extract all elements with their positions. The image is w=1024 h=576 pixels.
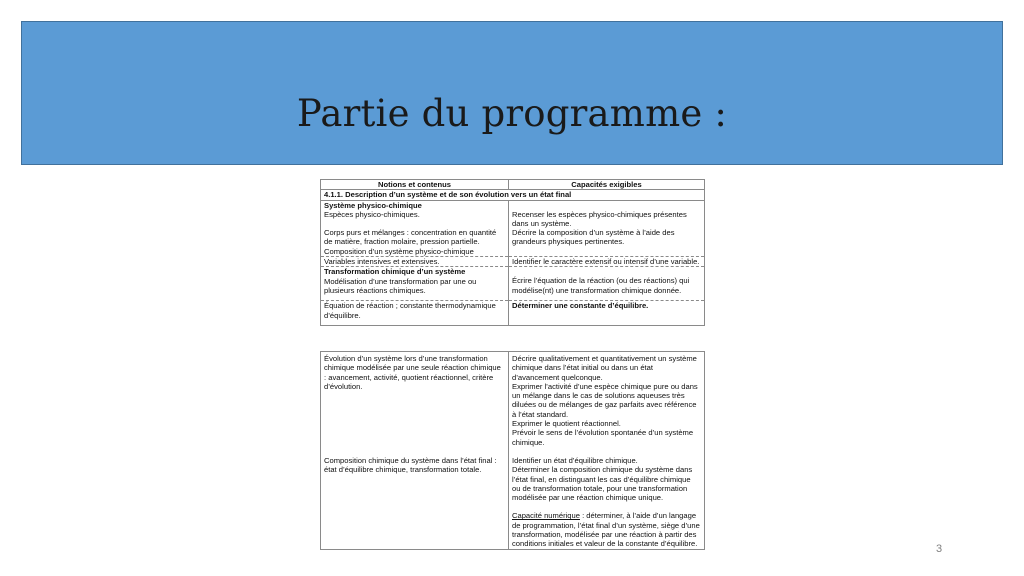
capacites-cell [509,352,705,447]
capacite-text: Déterminer une constante d’équilibre. [512,301,649,311]
notion-text: Évolution d’un système lors d’une transformation chimique modélisée par une seule réaction chimique : avancement, activité, quotient réactionnel, critère d’évolution. [324,354,501,391]
capacite-text: Décrire qualitativement et quantitativement un système chimique dans l’état initial ou dans un état d’avancement quelconque. [512,354,697,382]
notion-text: Composition d’un système physico-chimique [324,246,474,256]
capacite-text [512,511,701,548]
header-notions: Notions et contenus [321,180,509,190]
section-title: 4.1.1. Description d’un système et de son évolution vers un état final [321,190,705,200]
table-row [321,447,705,549]
notion-text: Espèces physico-chimiques. [324,209,420,219]
table-row [321,200,705,256]
notion-text: Équation de réaction ; constante thermodynamique d’équilibre. [324,301,496,320]
notions-cell: Variables intensives et extensives. [321,257,509,267]
capacite-text: Écrire l’équation de la réaction (ou des réactions) qui modélise(nt) une transformation chimique donnée. [512,276,690,295]
capacite-text: Prévoir le sens de l’évolution spontanée d’un système chimique. [512,428,694,447]
notions-cell [321,352,509,447]
table-row [321,301,705,326]
header-capacites: Capacités exigibles [509,180,705,190]
capacite-text: Décrire la composition d’un système à l’aide des grandeurs physiques pertinentes. [512,228,675,247]
capacites-cell: Identifier le caractère extensif ou intensif d’une variable. [509,257,705,267]
notion-text: Corps purs et mélanges : concentration en quantité de matière, fraction molaire, pression partielle. [324,228,497,247]
notion-text: Modélisation d’une transformation par une ou plusieurs réactions chimiques. [324,276,477,295]
capacite-text: Recenser les espèces physico-chimiques présentes dans un système. [512,209,687,228]
notions-cell [321,200,509,256]
table-row [321,267,705,301]
capacites-cell [509,447,705,549]
table-row [321,352,705,447]
row-heading: Système physico-chimique [324,200,422,210]
slide-title: Partie du programme : [296,92,728,135]
capacites-cell [509,200,705,256]
capacite-text: Identifier un état d’équilibre chimique. [512,455,638,465]
capacite-numerique-label: Capacité numérique [512,511,580,521]
notions-cell [321,301,509,326]
capacite-text: Exprimer le quotient réactionnel. [512,419,621,429]
capacite-text: Exprimer l’activité d’une espèce chimique pure ou dans un mélange dans le cas de solutions aqueuses très diluées ou de mélanges de gaz parfaits avec référence à l’état standard. [512,381,698,419]
program-table-2 [320,351,705,550]
capacite-numerique-text: : déterminer, à l’aide d’un langage de programmation, l’état final d’un système, siège d’une transformation, modélisée par une réaction à partir des conditions initiales et valeur de la constante d’équilibre. [512,511,700,549]
notions-cell [321,447,509,549]
page-number: 3 [936,543,943,555]
capacites-cell [509,301,705,326]
capacites-cell [509,267,705,301]
title-banner [21,21,1003,165]
row-heading: Transformation chimique d’un système [324,267,466,277]
notion-text: Composition chimique du système dans l’état final : état d’équilibre chimique, transformation totale. [324,455,497,475]
table-row [321,257,705,267]
program-table-1 [320,179,705,326]
table-header-row [321,180,705,190]
capacite-text: Déterminer la composition chimique du système dans l’état final, en distinguant les cas d’équilibre chimique ou de transformation totale, pour une transformation modélisée par une réaction chimique unique. [512,465,693,503]
section-row [321,190,705,200]
notions-cell [321,267,509,301]
